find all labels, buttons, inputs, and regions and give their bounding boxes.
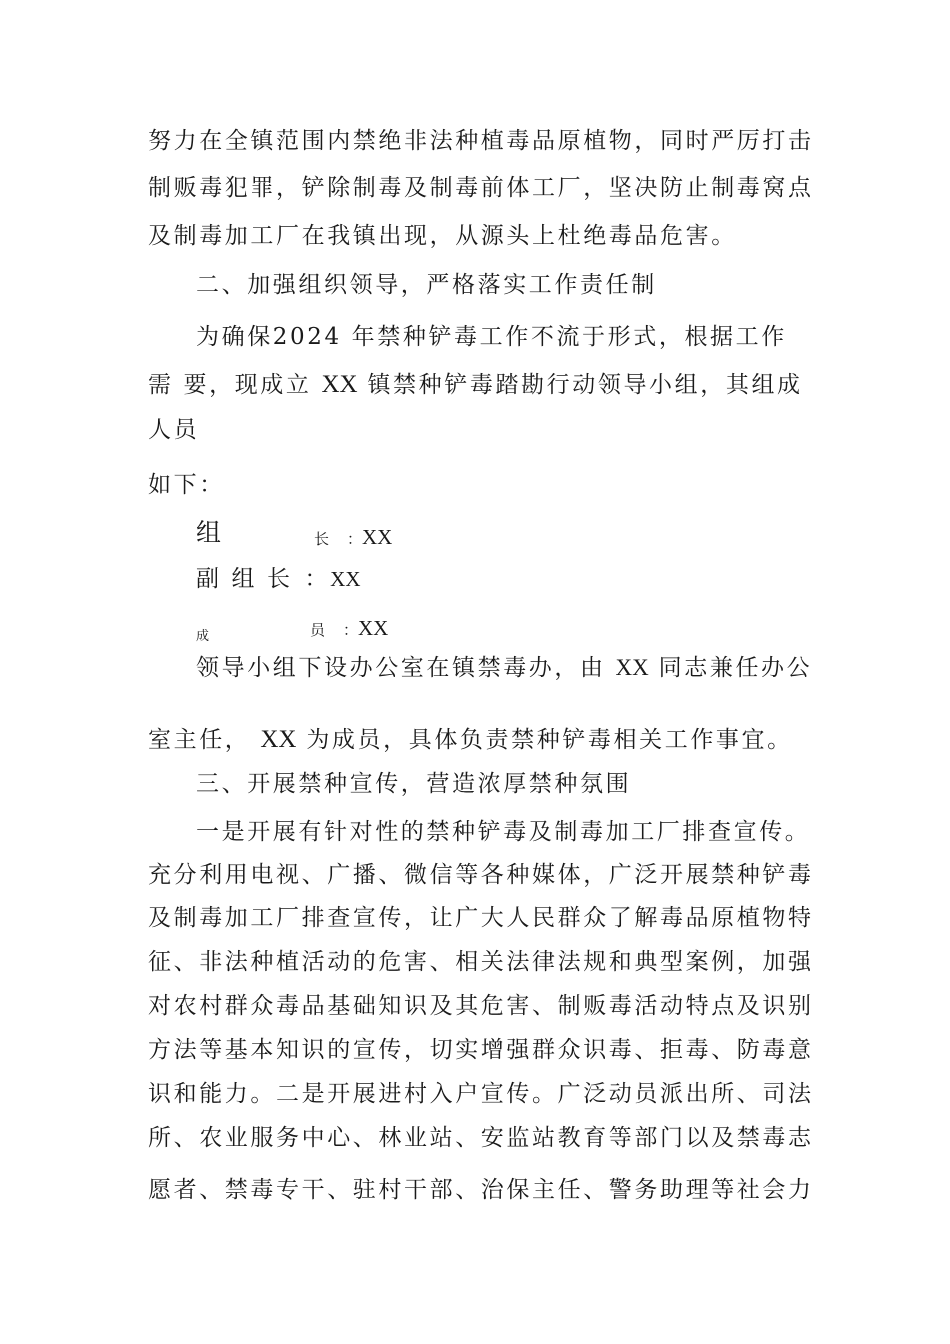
section-heading: 二、加强组织领导，严格落实工作责任制 — [196, 272, 657, 298]
section-heading: 三、开展禁种宣传，营造浓厚禁种氛围 — [196, 771, 632, 797]
paragraph-line: 征、非法种植活动的危害、相关法律法规和典型案例，加强 — [148, 949, 814, 975]
leader-colon: ： — [346, 530, 362, 548]
leader-label: 组 — [196, 518, 224, 547]
paragraph-line: 如下： — [148, 472, 225, 498]
leader-label: 长 — [314, 530, 330, 548]
paragraph-line — [148, 372, 803, 397]
paragraph-line: 方法等基本知识的宣传，切实增强群众识毒、拒毒、防毒意 — [148, 1037, 814, 1063]
text-span: 为成员，具体负责禁种铲毒相关工作事宜。 — [296, 727, 793, 753]
deputy-colon: ： — [304, 566, 331, 592]
member-row — [196, 622, 209, 645]
text-span: 同志兼任办公 — [648, 655, 813, 681]
paragraph-line: 人员 — [148, 417, 200, 443]
paragraph-line: 对农村群众毒品基础知识及其危害、制贩毒活动特点及识别 — [148, 993, 814, 1019]
deputy-value: XX — [330, 567, 361, 591]
paragraph-line: 识和能力。二是开展进村入户宣传。广泛动员派出所、司法 — [148, 1081, 814, 1107]
paragraph-line — [196, 656, 812, 680]
placeholder-xx: XX — [260, 726, 297, 753]
member-value: XX — [357, 616, 389, 640]
leader-row — [196, 520, 224, 546]
placeholder-xx: XX — [321, 371, 358, 398]
paragraph-line: 愿者、禁毒专干、驻村干部、治保主任、警务助理等社会力 — [148, 1177, 814, 1203]
deputy-label: 副 组 长 — [196, 566, 293, 592]
text-span: 镇禁种铲毒踏勘行动领导小组，其组成 — [357, 372, 803, 398]
paragraph-line: 努力在全镇范围内禁绝非法种植毒品原植物，同时严厉打击 — [148, 128, 814, 154]
member-colon: ： — [342, 621, 358, 639]
paragraph-line — [148, 727, 793, 752]
deputy-row — [196, 568, 361, 591]
leader-value: XX — [361, 525, 393, 549]
paragraph-line: 为确保2024 年禁种铲毒工作不流于形式，根据工作 — [196, 324, 787, 350]
paragraph-line: 充分利用电视、广播、微信等各种媒体，广泛开展禁种铲毒 — [148, 862, 814, 888]
text-span: 领导小组下设办公室在镇禁毒办，由 — [196, 655, 616, 681]
text-span: 需 要，现成立 — [148, 372, 322, 398]
member-label: 员 — [310, 621, 326, 639]
paragraph-line: 制贩毒犯罪，铲除制毒及制毒前体工厂，坚决防止制毒窝点 — [148, 175, 814, 201]
member-label: 成 — [196, 629, 210, 644]
paragraph-line: 及制毒加工厂排查宣传，让广大人民群众了解毒品原植物特 — [148, 905, 814, 931]
paragraph-line: 所、农业服务中心、林业站、安监站教育等部门以及禁毒志 — [148, 1125, 814, 1151]
text-span: 室主任， — [148, 727, 261, 753]
paragraph-line: 及制毒加工厂在我镇出现，从源头上杜绝毒品危害。 — [148, 223, 737, 249]
leader-row-value — [314, 526, 392, 549]
paragraph-line: 一是开展有针对性的禁种铲毒及制毒加工厂排查宣传。 — [196, 819, 811, 845]
member-row-value — [310, 617, 388, 640]
placeholder-xx: XX — [615, 655, 649, 680]
